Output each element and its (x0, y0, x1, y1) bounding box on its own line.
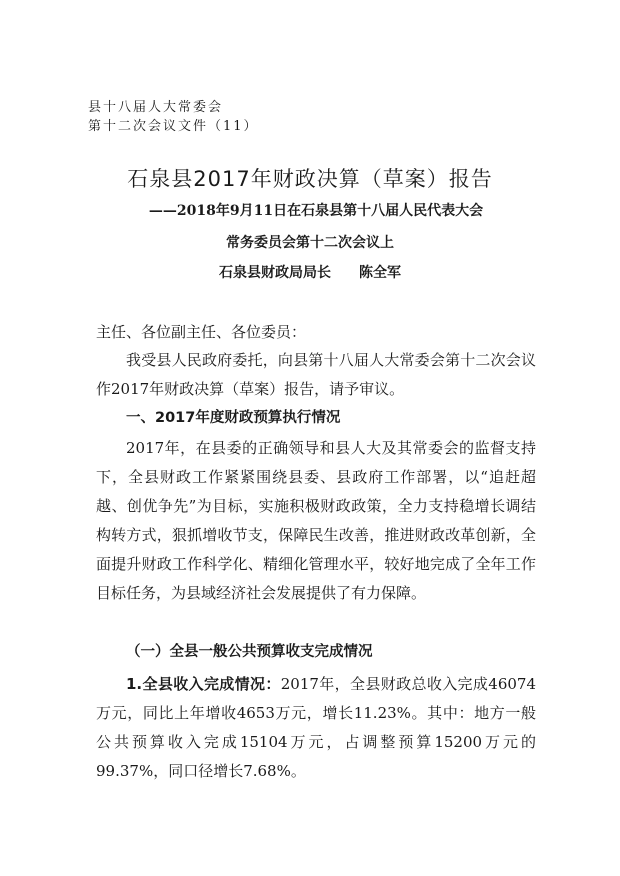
document-title: 石泉县2017年财政决算（草案）报告 (127, 167, 493, 191)
subtitle-date-line: ——2018年9月11日在石泉县第十八届人民代表大会 (148, 203, 484, 219)
section-heading-1: 一、2017年度财政预算执行情况 (126, 410, 341, 426)
speaker-name: 陈全军 (359, 265, 401, 281)
subtitle-speaker-line (0, 262, 620, 284)
item-1-paragraph-block (96, 670, 536, 786)
subtitle-meeting-line: 常务委员会第十二次会议上 (226, 235, 394, 251)
subsection-heading-1: （一）全县一般公共预算收支完成情况 (126, 643, 373, 660)
document-header-note (88, 98, 259, 136)
salutation: 主任、各位副主任、各位委员： (96, 323, 307, 341)
item-1-lead: 1.全县收入完成情况： (126, 675, 281, 693)
salutation-block (96, 318, 536, 347)
intro-paragraph-block (96, 346, 536, 404)
header-line-meeting-file: 第十二次会议文件（11） (88, 119, 259, 134)
speaker-role: 石泉县财政局局长 (219, 265, 331, 281)
section-1-paragraph: 2017年，在县委的正确领导和县人大及其常委会的监督支持下，全县财政工作紧紧围绕县委、县政府工作部署，以“追赶超越、创优争先”为目标，实施积极财政政策，全力支持稳增长调结构转方式，狠抓增收节支，保障民生改善，推进财政改革创新，全面提升财政工作科学化、精细化管理水平，较好地完成了全年工作目标任务，为县域经济社会发展提供了有力保障。 (96, 439, 536, 602)
item-1-text: 2017年，全县财政总收入完成46074万元，同比上年增收4653万元，增长11.23%。其中：地方一般公共预算收入完成15104万元，占调整预算15200万元的99.37%，同口径增长7.68%。 (96, 675, 536, 780)
section-1-paragraph-block (96, 434, 536, 608)
item-1-paragraph (96, 670, 536, 786)
intro-paragraph: 我受县人民政府委托，向县第十八届人大常委会第十二次会议作2017年财政决算（草案）报告，请予审议。 (96, 351, 536, 398)
header-line-committee: 县十八届人大常委会 (88, 100, 224, 115)
